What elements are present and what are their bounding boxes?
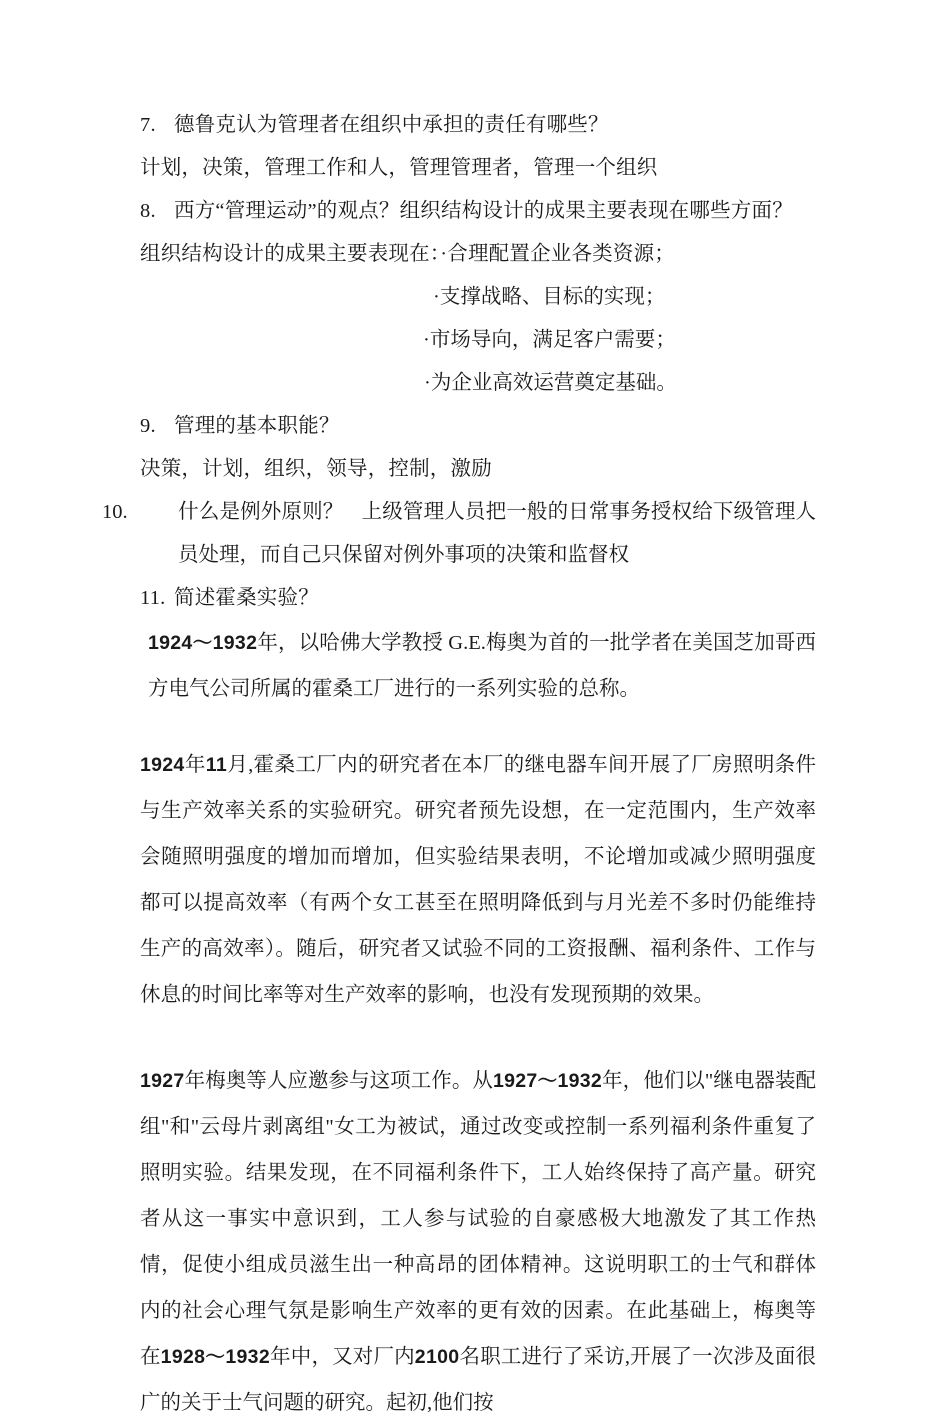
paragraph-2-segment-4: 名职工进行了采访,开展了一次涉及面很广的关于士气问题的研究。起初,他们按 [140, 1346, 817, 1414]
qa-item-11-question-text: 简述霍桑实验？ [174, 587, 319, 609]
qa-item-10-answer-text: 上级管理人员把一般的日常事务授权给下级管理人员处理，而自己只保留对例外事项的决策和监督权 [178, 501, 817, 566]
qa-item-7-number: 7. [140, 114, 156, 136]
qa-item-7-answer: 计划，决策，管理工作和人，管理管理者，管理一个组织 [140, 157, 658, 179]
paragraph-1-year: 1924 [140, 754, 185, 776]
document-content [102, 104, 817, 1426]
qa-item-9-number: 9. [140, 415, 156, 437]
paragraph-2-year: 1927 [140, 1070, 185, 1092]
paragraph-1-segment-2: 月,霍桑工厂内的研究者在本厂的继电器车间开展了厂房照明条件与生产效率关系的实验研究。研究者预先设想，在一定范围内，生产效率会随照明强度的增加而增加，但实验结果表明，不论增加或减少照明强度都可以提高效率（有两个女工甚至在照明降低到与月光差不多时仍能维持生产的高效率）。随后，研究者又试验不同的工资报酬、福利条件、工作与休息的时间比率等对生产效率的影响，也没有发现预期的效果。 [140, 754, 817, 1006]
paragraph-spacer-2 [140, 1018, 816, 1058]
paragraph-2-segment-3: 年中，又对厂内 [269, 1346, 415, 1368]
qa-item-10-question-text: 什么是例外原则？ [178, 501, 344, 523]
qa-item-8-bullet-2: ·市场导向，满足客户需要； [423, 329, 676, 351]
paragraph-1-segment-1: 年 [184, 754, 206, 776]
paragraph-spacer-1 [140, 712, 816, 742]
qa-item-9-question-text: 管理的基本职能？ [174, 415, 340, 437]
paragraph-2-count: 2100 [414, 1346, 460, 1368]
qa-item-10-number: 10. [102, 501, 128, 523]
qa-item-11-answer [140, 620, 816, 712]
qa-item-8-answer-lead: 组织结构设计的成果主要表现在：·合理配置企业各类资源； [140, 243, 675, 265]
qa-item-7-question-text: 德鲁克认为管理者在组织中承担的责任有哪些？ [174, 114, 609, 136]
paragraph-1 [140, 742, 816, 1018]
paragraph-2 [140, 1058, 816, 1426]
paragraph-2-range-2: 1928～1932 [160, 1346, 270, 1368]
qa-item-11-question [140, 577, 816, 620]
qa-item-11-answer-text: 年，以哈佛大学教授 G.E.梅奥为首的一批学者在美国芝加哥西方电气公司所属的霍桑工厂进行的一系列实验的总称。 [148, 632, 816, 700]
qa-item-7-question [140, 104, 816, 147]
qa-item-9-question [140, 405, 816, 448]
qa-item-9-answer: 决策，计划，组织，领导，控制，激励 [140, 458, 492, 480]
qa-item-8-bullet-3: ·为企业高效运营奠定基础。 [424, 372, 677, 394]
qa-item-11-number: 11. [140, 587, 166, 609]
qa-item-8-question-text: 西方“管理运动”的观点？组织结构设计的成果主要表现在哪些方面？ [174, 200, 793, 222]
qa-item-8-bullet-1: ·支撑战略、目标的实现； [433, 286, 666, 308]
qa-item-11-year-range: 1924～1932 [148, 632, 258, 654]
paragraph-2-segment-2: 年，他们以"继电器装配组"和"云母片剥离组"女工为被试，通过改变或控制一系列福利条件重复了照明实验。结果发现，在不同福利条件下，工人始终保持了高产量。研究者从这一事实中意识到，工人参与试验的自豪感极大地激发了其工作热情，促使小组成员滋生出一种高昂的团体精神。这说明职工的士气和群体内的社会心理气氛是影响生产效率的更有效的因素。在此基础上，梅奥等在 [140, 1070, 817, 1368]
qa-item-8-number: 8. [140, 200, 156, 222]
qa-item-8-question [140, 190, 816, 233]
paragraph-1-month: 11 [205, 754, 227, 776]
paragraph-2-range-1: 1927～1932 [492, 1070, 603, 1092]
paragraph-2-segment-1: 年梅奥等人应邀参与这项工作。从 [184, 1070, 493, 1092]
qa-item-10 [102, 491, 817, 577]
